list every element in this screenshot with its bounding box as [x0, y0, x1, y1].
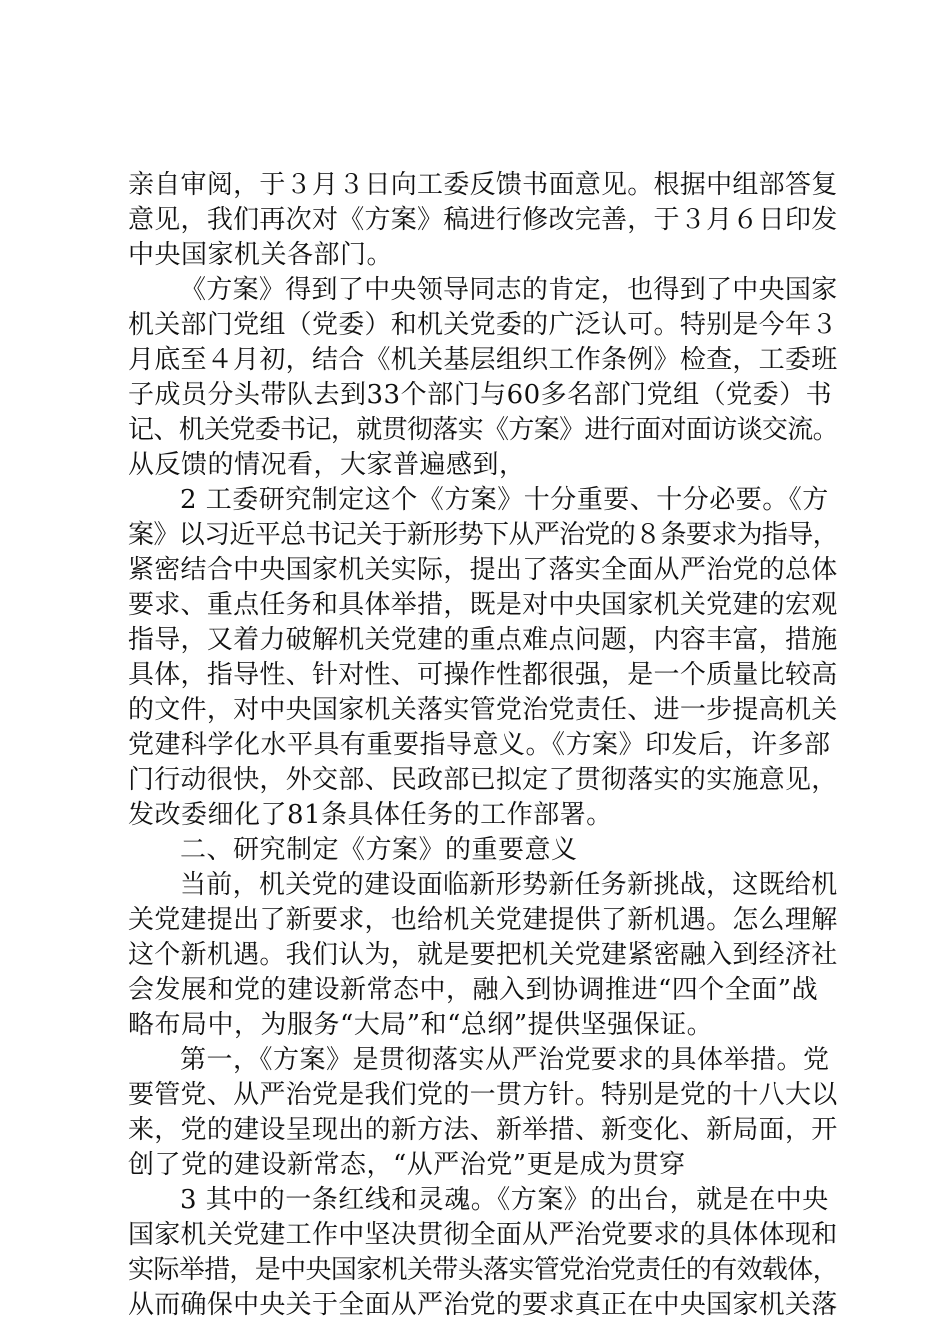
text-line: 门行动很快，外交部、民政部已拟定了贯彻落实的实施意见， [128, 765, 838, 795]
text-line: 意见，我们再次对《方案》稿进行修改完善，于３月６日印发 [128, 205, 838, 235]
body-text [128, 168, 838, 1323]
text-line: 党建科学化水平具有重要指导意义。《方案》印发后，许多部 [128, 730, 831, 760]
text-line: 略布局中，为服务“大局”和“总纲”提供坚强保证。 [128, 1010, 714, 1040]
text-line: 二、研究制定《方案》的重要意义 [180, 835, 578, 865]
text-line: 子成员分头带队去到33个部门与60多名部门党组（党委）书 [128, 380, 833, 410]
text-line: 月底至４月初，结合《机关基层组织工作条例》检查，工委班 [128, 345, 838, 375]
text-line: 会发展和党的建设新常态中，融入到协调推进“四个全面”战 [128, 975, 819, 1005]
text-line: 《方案》得到了中央领导同志的肯定，也得到了中央国家 [180, 275, 838, 305]
text-line: 具体，指导性、针对性、可操作性都很强，是一个质量比较高 [128, 660, 838, 690]
text-line: 中央国家机关各部门。 [128, 240, 394, 270]
text-line: 紧密结合中央国家机关实际，提出了落实全面从严治党的总体 [128, 555, 838, 585]
text-line: 案》以习近平总书记关于新形势下从严治党的８条要求为指导， [128, 520, 839, 550]
text-line: 记、机关党委书记，就贯彻落实《方案》进行面对面访谈交流。 [128, 415, 839, 445]
text-line: 要管党、从严治党是我们党的一贯方针。特别是党的十八大以 [128, 1080, 838, 1110]
text-line: 从反馈的情况看，大家普遍感到， [128, 450, 526, 480]
text-line: 来，党的建设呈现出的新方法、新举措、新变化、新局面，开 [128, 1115, 838, 1145]
text-line: 2 工委研究制定这个《方案》十分重要、十分必要。《方 [180, 485, 829, 515]
text-line: 从而确保中央关于全面从严治党的要求真正在中央国家机关落 [128, 1290, 838, 1320]
text-line: 指导，又着力破解机关党建的重点难点问题，内容丰富，措施 [128, 625, 838, 655]
text-line: 机关部门党组（党委）和机关党委的广泛认可。特别是今年３ [128, 310, 838, 340]
text-line: 创了党的建设新常态，“从严治党”更是成为贯穿 [128, 1150, 686, 1180]
text-line: 国家机关党建工作中坚决贯彻全面从严治党要求的具体体现和 [128, 1220, 838, 1250]
text-line: 3 其中的一条红线和灵魂。《方案》的出台，就是在中央 [180, 1185, 829, 1215]
text-line: 关党建提出了新要求，也给机关党建提供了新机遇。怎么理解 [128, 905, 838, 935]
text-line: 当前，机关党的建设面临新形势新任务新挑战，这既给机 [180, 870, 838, 900]
text-line: 实际举措，是中央国家机关带头落实管党治党责任的有效载体， [128, 1255, 839, 1285]
text-line: 亲自审阅，于３月３日向工委反馈书面意见。根据中组部答复 [128, 170, 838, 200]
text-line: 发改委细化了81条具体任务的工作部署。 [128, 800, 613, 830]
text-line: 第一，《方案》是贯彻落实从严治党要求的具体举措。党 [180, 1045, 830, 1075]
text-line: 的文件，对中央国家机关落实管党治党责任、进一步提高机关 [128, 695, 838, 725]
text-line: 要求、重点任务和具体举措，既是对中央国家机关党建的宏观 [128, 590, 838, 620]
text-line: 这个新机遇。我们认为，就是要把机关党建紧密融入到经济社 [128, 940, 838, 970]
